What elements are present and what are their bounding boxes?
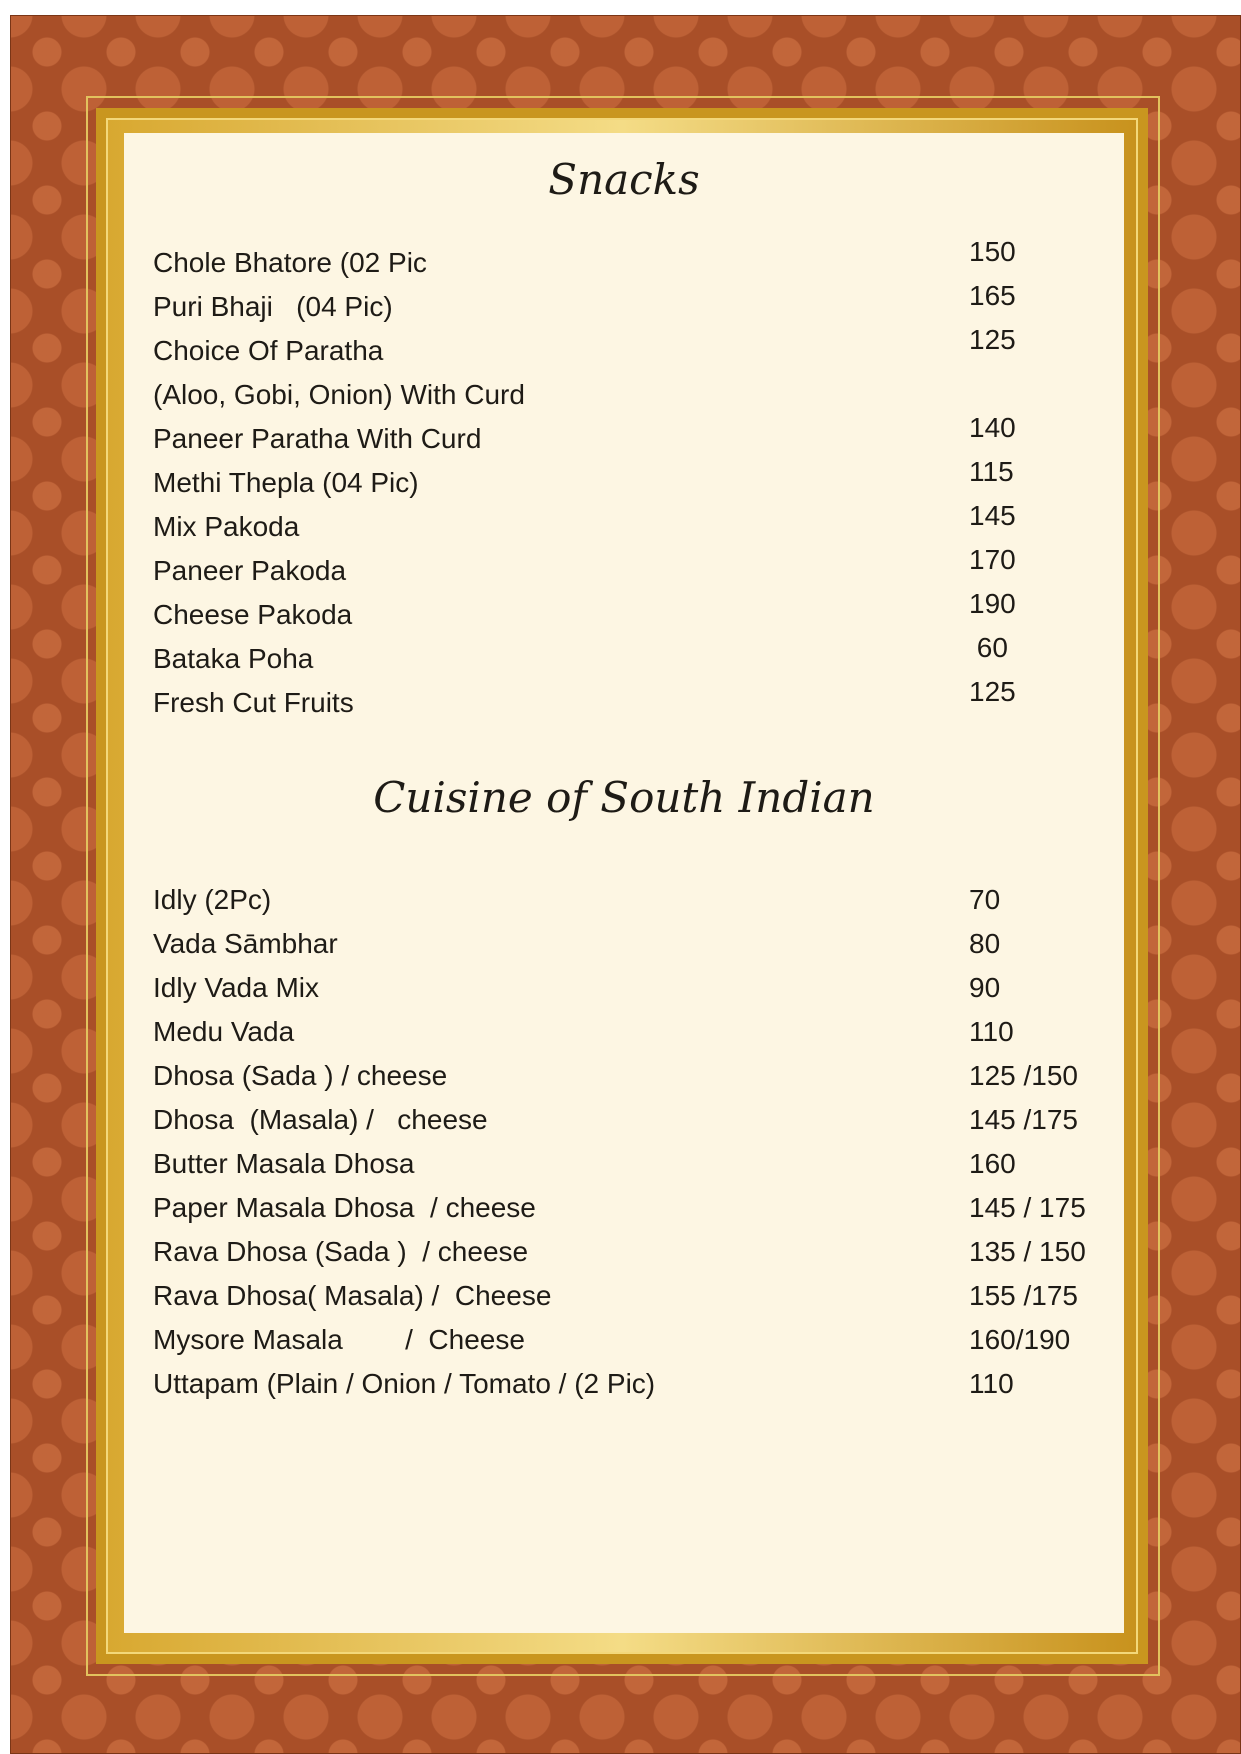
menu-item-name: Idly Vada Mix xyxy=(153,972,319,1003)
menu-item-price: 70 xyxy=(969,884,1001,915)
menu-item-price: 160/190 xyxy=(969,1324,1071,1355)
menu-item-price: 135 / 150 xyxy=(969,1236,1086,1267)
menu-item-row xyxy=(124,1060,1124,1104)
menu-item-name: Choice Of Paratha xyxy=(153,335,384,366)
menu-item-name: Methi Thepla (04 Pic) xyxy=(153,467,419,498)
menu-item-row xyxy=(124,1324,1124,1368)
menu-item-row xyxy=(124,884,1124,928)
menu-item-row xyxy=(124,1368,1124,1412)
menu-panel xyxy=(124,133,1124,1633)
menu-item-price: 145 xyxy=(969,500,1016,531)
menu-item-row xyxy=(124,324,1124,379)
menu-item-price: 140 xyxy=(969,412,1016,443)
menu-item-price: 170 xyxy=(969,544,1016,575)
menu-item-price: 110 xyxy=(969,1368,1014,1399)
menu-item-name: Idly (2Pc) xyxy=(153,884,272,915)
menu-item-name: Rava Dhosa (Sada ) / cheese xyxy=(153,1236,529,1267)
menu-item-price: 115 xyxy=(969,456,1014,487)
menu-item-price: 80 xyxy=(969,928,1001,959)
menu-item-price: 110 xyxy=(969,1016,1014,1047)
menu-item-price: 160 xyxy=(969,1148,1016,1179)
menu-item-row xyxy=(124,1280,1124,1324)
menu-item-price: 145 /175 xyxy=(969,1104,1078,1135)
menu-item-row xyxy=(124,928,1124,972)
menu-item-price: 125 xyxy=(969,676,1016,707)
menu-item-row xyxy=(124,1236,1124,1280)
menu-item-name: Dhosa (Sada ) / cheese xyxy=(153,1060,448,1091)
menu-item-price: 155 /175 xyxy=(969,1280,1078,1311)
menu-item-row xyxy=(124,1192,1124,1236)
menu-item-row xyxy=(124,676,1124,731)
menu-item-row xyxy=(124,1016,1124,1060)
menu-item-price: 125 /150 xyxy=(969,1060,1078,1091)
menu-item-name: Mix Pakoda xyxy=(153,511,300,542)
menu-item-name: Paper Masala Dhosa / cheese xyxy=(153,1192,536,1223)
menu-item-name: Fresh Cut Fruits xyxy=(153,687,354,718)
menu-item-name: Paneer Pakoda xyxy=(153,555,347,586)
menu-item-name: Medu Vada xyxy=(153,1016,295,1047)
menu-item-name: Bataka Poha xyxy=(153,643,314,674)
menu-item-name: Butter Masala Dhosa xyxy=(153,1148,415,1179)
menu-item-price: 145 / 175 xyxy=(969,1192,1086,1223)
menu-item-name: Vada Sāmbhar xyxy=(153,928,338,959)
south-indian-title: Cuisine of South Indian xyxy=(373,773,875,822)
menu-item-price: 165 xyxy=(969,280,1016,311)
snacks-title: Snacks xyxy=(548,155,700,204)
menu-item-row xyxy=(124,972,1124,1016)
menu-item-row xyxy=(124,1148,1124,1192)
menu-item-name: Chole Bhatore (02 Pic xyxy=(153,247,427,278)
menu-item-name: Paneer Paratha With Curd xyxy=(153,423,482,454)
menu-item-price: 150 xyxy=(969,236,1016,267)
menu-item-name: Cheese Pakoda xyxy=(153,599,353,630)
menu-item-row xyxy=(124,1104,1124,1148)
menu-item-price: 125 xyxy=(969,324,1016,355)
menu-item-name: Puri Bhaji (04 Pic) xyxy=(153,291,393,322)
menu-item-name: Uttapam (Plain / Onion / Tomato / (2 Pic) xyxy=(153,1368,656,1399)
menu-item-name: Mysore Masala / Cheese xyxy=(153,1324,525,1355)
menu-item-price: 90 xyxy=(969,972,1001,1003)
menu-item-price: 190 xyxy=(969,588,1016,619)
menu-item-name: (Aloo, Gobi, Onion) With Curd xyxy=(153,379,525,410)
menu-item-name: Dhosa (Masala) / cheese xyxy=(153,1104,488,1135)
menu-item-name: Rava Dhosa( Masala) / Cheese xyxy=(153,1280,552,1311)
menu-item-price: 60 xyxy=(969,632,1008,663)
